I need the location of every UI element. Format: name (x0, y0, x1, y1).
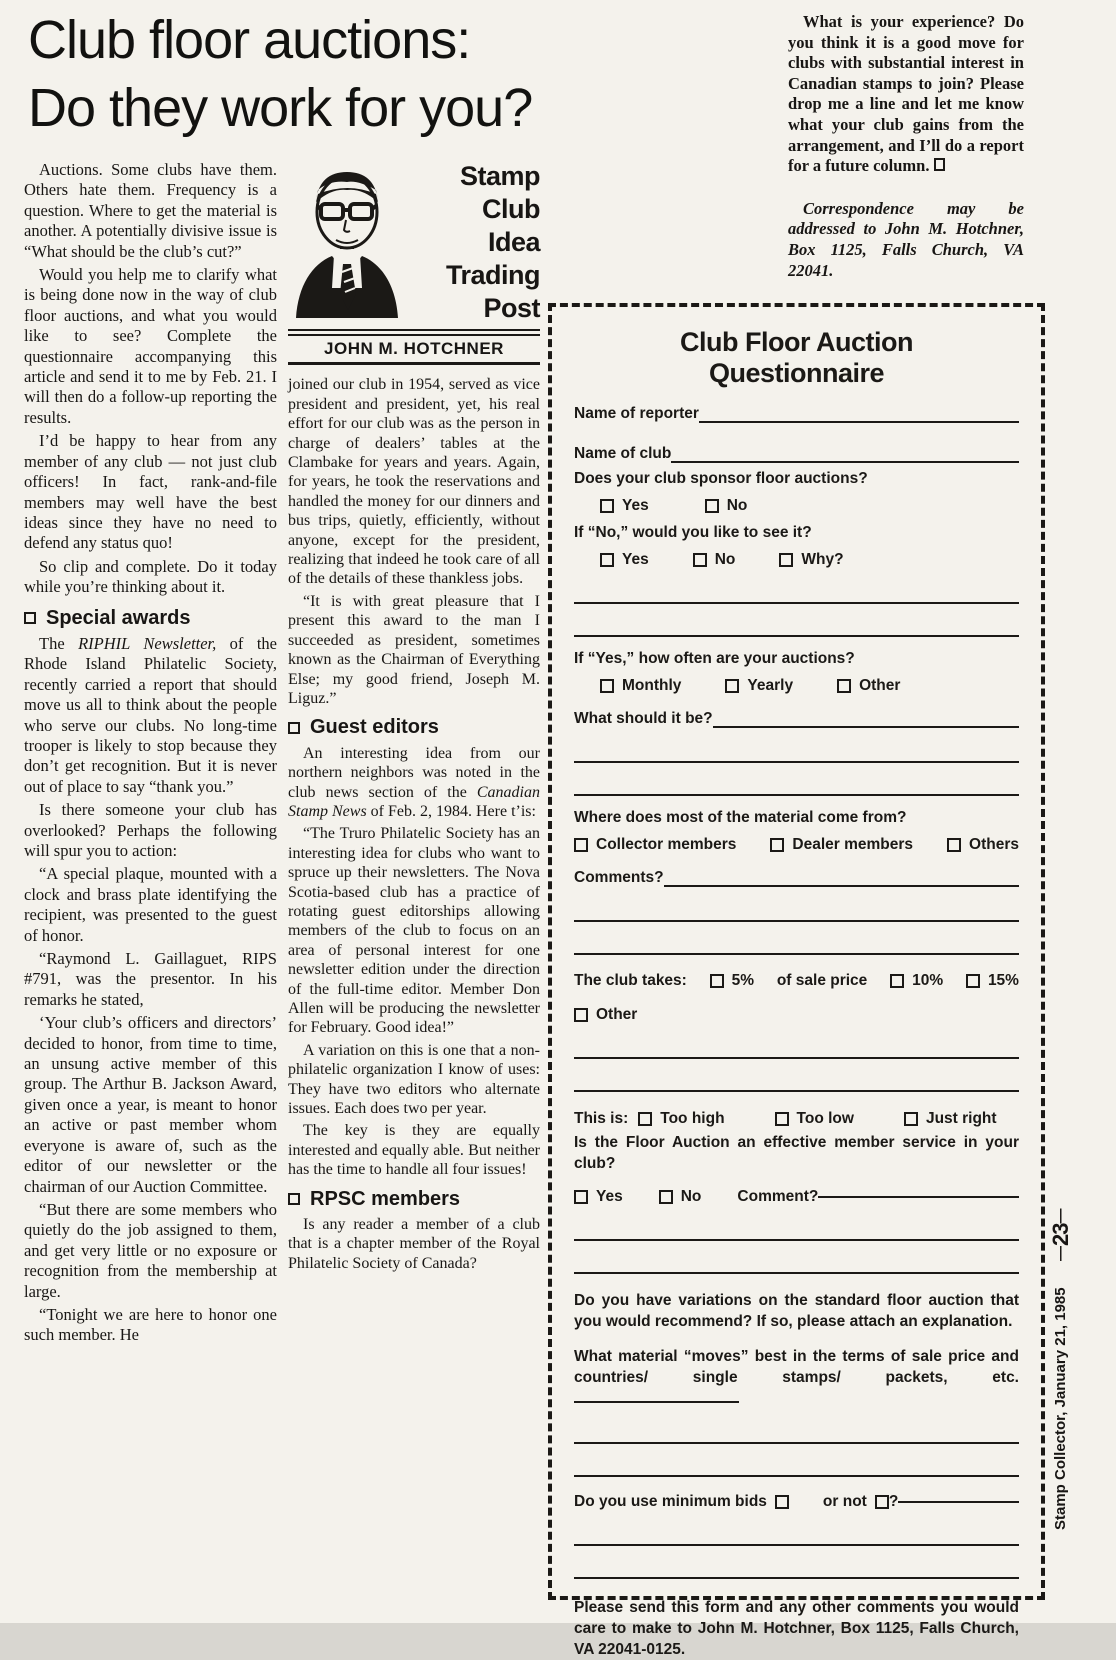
field-label: Name of club (574, 445, 672, 462)
left-column (24, 160, 277, 1349)
yes-checkbox[interactable] (600, 499, 614, 513)
write-in-line[interactable] (574, 1272, 1019, 1274)
paragraph: So clip and complete. Do it today while you’re thinking about it. (24, 556, 277, 597)
paragraph: A variation on this is one that a non-philatelic organization I know of uses: They have two editors who alternate issues. Each does two per year. (288, 1041, 540, 1118)
club-takes-row (574, 972, 1019, 990)
dash: — (1052, 1208, 1069, 1224)
section-heading-guest-editors (288, 718, 540, 737)
question-if-no: If “No,” would you like to see it? (574, 524, 812, 541)
section-heading-label: Guest editors (310, 716, 439, 739)
write-in-line[interactable] (574, 635, 1019, 637)
portrait-illustration (288, 160, 408, 323)
page-number (1048, 1208, 1073, 1262)
byline-rule (288, 329, 540, 365)
material-input[interactable] (574, 1401, 739, 1403)
option-label: No (726, 497, 748, 514)
too-high-checkbox[interactable] (638, 1112, 652, 1126)
publication-name: Stamp Collector, January 21, 1985 (1052, 1287, 1069, 1530)
article-headline (28, 6, 738, 142)
yes-checkbox[interactable] (574, 1190, 588, 1204)
question-sponsor: Does your club sponsor floor auctions? (574, 470, 868, 487)
option-label: Too high (660, 1110, 725, 1127)
question-where-material: Where does most of the material come from? (574, 809, 907, 826)
headline-line2: Do they work for you? (28, 78, 533, 138)
minimum-bids-checkbox[interactable] (775, 1495, 789, 1509)
text-span: of the Rhode Island Philatelic Society, recently carried a report that should move us all to think about the people who serve our clubs. No long-time trooper is likely to stop because they don’t get recognition. But it is never out of place to say “thank you.” (24, 633, 277, 796)
five-percent-checkbox[interactable] (710, 974, 724, 988)
field-label: Comments? (574, 869, 664, 886)
field-what-should-it-be (574, 710, 1019, 728)
if-no-options (574, 551, 1019, 569)
option-label: Why? (801, 551, 844, 568)
no-checkbox[interactable] (705, 499, 719, 513)
paragraph: “But there are some members who quietly do the job assigned to them, and get very little or no exposure or recognition from the membership at large. (24, 1199, 277, 1301)
write-in-line[interactable] (574, 920, 1019, 922)
field-label: The club takes: (574, 972, 687, 989)
field-name-of-club (574, 445, 1019, 463)
send-instructions: Please send this form and any other comments you would care to make to John M. Hotchner, Box 1125, Falls Church, VA 22041-0125. (574, 1599, 1019, 1658)
paragraph: joined our club in 1954, served as vice president and president, yet, his real effort for our club was as the person in charge of dealers’ tables at the Clambake for years and years. Again, for years, he took the reservations and handled the money for our dinners and bus trips, quietly, efficiently, without anyone, except for the president, realizing that indeed he took care of all of the details of these thankless jobs. (288, 376, 540, 588)
fifteen-percent-checkbox[interactable] (966, 974, 980, 988)
write-in-line[interactable] (574, 794, 1019, 796)
checkbox-icon (288, 722, 300, 734)
too-low-checkbox[interactable] (775, 1112, 789, 1126)
form-title (574, 327, 1019, 389)
write-in-line[interactable] (574, 953, 1019, 955)
question-variations: Do you have variations on the standard floor auction that you would recommend? If so, please attach an explanation. (574, 1292, 1019, 1330)
name-of-club-input[interactable] (671, 461, 1019, 463)
paragraph: The key is they are equally interested and equally able. But neither has the time to handle all four issues! (288, 1122, 540, 1179)
field-label: Do you use minimum bids (574, 1493, 767, 1510)
question-if-yes: If “Yes,” how often are your auctions? (574, 650, 855, 667)
option-label: Others (969, 836, 1019, 853)
option-label: Yes (596, 1188, 623, 1205)
option-label: Yearly (747, 677, 794, 694)
write-in-line[interactable] (574, 1057, 1019, 1059)
logo-text (408, 160, 540, 325)
right-column (788, 12, 1024, 284)
name-of-reporter-input[interactable] (699, 421, 1019, 423)
column-logo (288, 160, 540, 365)
write-in-line[interactable] (574, 1442, 1019, 1444)
paragraph: Is there someone your club has overlooked? Perhaps the following will spur you to action: (24, 800, 277, 860)
text-span: What material “moves” best in the terms of sale price and countries/ single stamps/ packets, etc. (574, 1348, 1019, 1386)
minimum-bids-input[interactable] (898, 1501, 1019, 1503)
other-checkbox[interactable] (574, 1008, 588, 1022)
section-heading-special-awards (24, 608, 277, 628)
no-checkbox[interactable] (693, 553, 707, 567)
paragraph: ‘Your club’s officers and directors’ decided to honor, from time to time, an unsung active member of this group. The Arthur B. Jackson Award, given once a year, is meant to honor an active or past member whom everyone is aware of, such as the editor of our newsletter or the chairman of our Auction Committee. (24, 1013, 277, 1196)
option-label: 10% (912, 972, 944, 989)
paragraph: Is any reader a member of a club that is a chapter member of the Royal Philatelic Society of Canada? (288, 1216, 540, 1272)
other-checkbox[interactable] (837, 679, 851, 693)
option-label: Too low (796, 1110, 854, 1127)
option-label: Dealer members (792, 836, 914, 853)
write-in-line[interactable] (574, 1544, 1019, 1546)
dash: — (1052, 1246, 1069, 1262)
section-heading-rpsc-members (288, 1187, 540, 1210)
byline: JOHN M. HOTCHNER (288, 334, 540, 365)
field-comments (574, 869, 1019, 887)
write-in-line[interactable] (574, 1239, 1019, 1241)
text-span: An interesting idea from our northern neighbors was noted in the club news section of the (288, 744, 540, 801)
middle-column (288, 160, 540, 1276)
logo-line: Trading (445, 260, 540, 290)
paragraph: “Tonight we are here to honor one such member. He (24, 1304, 277, 1345)
paragraph: “The Truro Philatelic Society has an interesting idea for clubs who want to spruce up their newsletters. The Nova Scotia-based club has a practice of rotating guest editorships allowing members of the club to focus on an area of personal interest for one newsletter edition under the direction of the full-time editor. Member Don Allen will be producing the newsletter for February. Good idea!” (288, 825, 540, 1037)
logo-line: Post (483, 293, 540, 323)
dealer-members-checkbox[interactable] (770, 838, 784, 852)
option-label: Yes (622, 497, 649, 514)
option-label: of sale price (776, 972, 868, 989)
this-is-row (574, 1110, 1019, 1128)
form-title-line2: Questionnaire (708, 358, 885, 388)
option-label: No (714, 551, 736, 568)
form-title-line1: Club Floor Auction (680, 327, 913, 357)
correspondence-note: Correspondence may be addressed to John M. Hotchner, Box 1125, Falls Church, VA 22041. (788, 198, 1024, 280)
option-label: Other (596, 1006, 638, 1023)
field-label: This is: (574, 1110, 629, 1127)
paragraph (24, 634, 277, 797)
paragraph: “It is with great pleasure that I present this award to the man I succeeded as president, sometimes known as the Chairman of Everything Else; my good friend, Joseph M. Liguz.” (288, 592, 540, 707)
sponsor-options (574, 497, 1019, 515)
frequency-options (574, 677, 1019, 695)
others-checkbox[interactable] (947, 838, 961, 852)
collector-members-checkbox[interactable] (574, 838, 588, 852)
option-label: No (680, 1188, 702, 1205)
write-in-line[interactable] (574, 602, 1019, 604)
write-in-line[interactable] (574, 1577, 1019, 1579)
text-span: What is your experience? Do you think it is a good move for clubs with substantial interest in Canadian stamps to join? Please drop me a line and let me know what your club gains from the arrangement, and I’ll do a report for a future column. (788, 12, 1024, 176)
write-in-line[interactable] (574, 761, 1019, 763)
write-in-line[interactable] (574, 1475, 1019, 1477)
questionnaire-form (548, 303, 1045, 1658)
no-checkbox[interactable] (659, 1190, 673, 1204)
option-label: 5% (731, 972, 755, 989)
material-source-options (574, 836, 1019, 854)
field-label: Comment? (737, 1188, 819, 1205)
text-span: The (39, 633, 79, 653)
paragraph: “A special plaque, mounted with a clock and brass plate identifying the recipient, was presented to the guest of honor. (24, 864, 277, 945)
effective-answer-row (574, 1188, 1019, 1206)
what-should-it-be-input[interactable] (713, 726, 1019, 728)
ten-percent-checkbox[interactable] (890, 974, 904, 988)
italic-title: RIPHIL Newsletter, (78, 633, 217, 653)
section-heading-label: RPSC members (310, 1187, 461, 1210)
checkbox-icon (288, 1193, 300, 1205)
takes-other-option (574, 1006, 1019, 1024)
section-heading-label: Special awards (46, 606, 191, 629)
italic-title: Canadian Stamp News (288, 783, 540, 820)
write-in-line[interactable] (574, 1090, 1019, 1092)
page-edge-masthead (1048, 1140, 1082, 1530)
paragraph (288, 744, 540, 822)
field-label: Name of reporter (574, 405, 699, 422)
paragraph: Would you help me to clarify what is being done now in the way of club floor auctions, and what you would like to see? Complete the questionnaire accompanying this article and send it to me by Feb. 21. I will then do a follow-up reporting the results. (24, 265, 277, 427)
option-label: Monthly (622, 677, 682, 694)
paragraph: “Raymond L. Gaillaguet, RIPS #791, was the presentor. In his remarks he stated, (24, 949, 277, 1009)
question-effective: Is the Floor Auction an effective member service in your club? (574, 1134, 1019, 1172)
headline-line1: Club floor auctions: (28, 10, 471, 70)
logo-line: Idea (487, 227, 540, 257)
page-number-value: 23 (1048, 1223, 1073, 1247)
paragraph (788, 12, 1024, 177)
field-label: or not (822, 1493, 867, 1510)
paragraph: I’d be happy to hear from any member of any club — not just club officers! In fact, rank-and-file members may well have the best ideas since they have no need to defend any status quo! (24, 431, 277, 553)
monthly-checkbox[interactable] (600, 679, 614, 693)
paragraph: Auctions. Some clubs have them. Others hate them. Frequency is a question. Where to get the material is another. A potentially divisive issue is “What should be the club’s cut?” (24, 160, 277, 261)
checkbox-icon (24, 612, 36, 624)
question-material-moves (574, 1346, 1019, 1409)
option-label: 15% (987, 972, 1019, 989)
option-label: Collector members (596, 836, 737, 853)
why-checkbox[interactable] (779, 553, 793, 567)
yes-checkbox[interactable] (600, 553, 614, 567)
logo-line: Stamp Club (459, 161, 540, 224)
just-right-checkbox[interactable] (904, 1112, 918, 1126)
no-minimum-bids-checkbox[interactable] (875, 1495, 889, 1509)
option-label: Other (859, 677, 901, 694)
field-label: What should it be? (574, 710, 713, 727)
field-label: ? (888, 1493, 899, 1510)
minimum-bids-row (574, 1493, 1019, 1511)
option-label: Just right (925, 1110, 997, 1127)
text-span: of Feb. 2, 1984. Here t’is: (366, 802, 536, 820)
comments-input[interactable] (664, 885, 1019, 887)
yearly-checkbox[interactable] (725, 679, 739, 693)
option-label: Yes (622, 551, 649, 568)
end-of-article-box-icon (934, 158, 945, 171)
comment-input[interactable] (818, 1196, 1019, 1198)
field-name-of-reporter (574, 405, 1019, 423)
